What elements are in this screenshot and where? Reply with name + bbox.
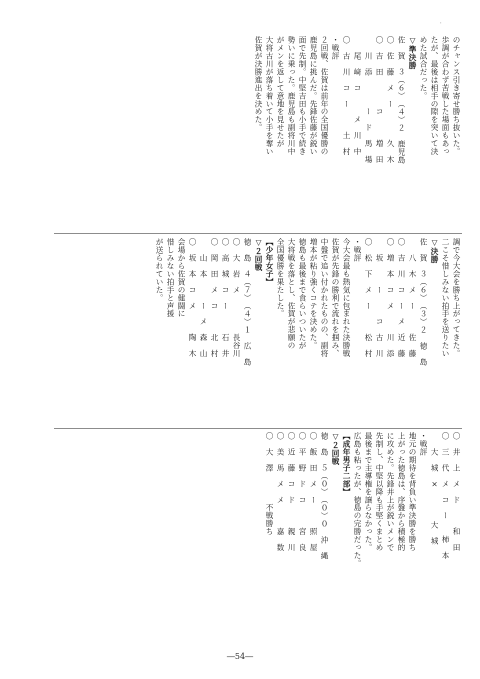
text-column: 佐賀が決勝進出を決めた。 [254, 36, 263, 132]
text-column: 〇 佐 藤 メ ー 久 木 [386, 36, 395, 164]
text-column: 〇 岡 田 メ コ 北 村 [210, 238, 219, 358]
text-column: 先制し、中堅以降も手堅くまとめ [375, 432, 384, 552]
text-column: 増本が粘り強くコテを決めた。 [309, 238, 318, 350]
text-column: 【成年男子二部】 [342, 432, 351, 496]
text-column: 〇 飯 田 メ ー 照 屋 [309, 432, 318, 552]
corner-mark: ˈ [440, 22, 442, 29]
text-column: ▽２回戦 [254, 238, 263, 272]
text-column: 〇 坂 本 コ メ 陶 木 [188, 238, 197, 358]
text-tier-bottom [54, 432, 462, 630]
text-column: 二こそ惜しみない拍手を送りたい [441, 238, 450, 358]
text-column: 会場から佐賀の健闘に [177, 238, 186, 318]
text-column: 【少年女子】 [265, 238, 274, 286]
text-column: 地元の期待を背負い準決勝を勝ち [408, 432, 417, 552]
text-column: 大将戦を落とし、佐賀が悲願の [287, 238, 296, 350]
text-tier-top [54, 36, 462, 234]
text-column: 面で先制。中堅吉田も小手で続き [298, 36, 307, 156]
text-column: 今大会最も熱気に包まれた決勝戦 [342, 238, 351, 358]
text-column: 佐賀が先鋒の勝利で流れを掴み、 [331, 238, 340, 358]
text-column: 〇 高 城 コ ー 石 井 [221, 238, 230, 358]
text-column: 川 添 ー ド 馬 場 [364, 36, 373, 164]
text-column: 山 本 ー メ 森 山 [199, 238, 208, 358]
text-column: 〇 吉 川 コ ー メ 近 藤 [397, 238, 406, 358]
text-column: 〇 松 下 メ ー 松 村 [364, 238, 373, 358]
text-column: のチャンス引き寄せ勝ち抜いた。 [452, 36, 461, 156]
text-column: 〇 大 澤 不戦勝ち [265, 432, 274, 536]
text-column: 〇 井 上 メ ド 和 田 [452, 432, 461, 552]
text-column: がメンを返して意地を見せたが [276, 36, 285, 148]
text-column: 徳 島 ５（０） （０）０ 沖 縄 [320, 432, 329, 560]
text-column: ▽決勝 [430, 238, 439, 264]
text-column: ・戦評 [419, 432, 428, 456]
page-number: ―54― [226, 652, 254, 661]
text-column: 徳島も最後まで食らいついたが [298, 238, 307, 350]
text-column: 中盤で追い付かれたものの、副将 [320, 238, 329, 358]
text-column: めた試合だった。 [419, 36, 428, 100]
text-column: 歩調が合わず苦戦した場面もあっ [441, 36, 450, 156]
text-column: ▽準決勝 [408, 36, 417, 70]
text-column: 〇 大 岩 メ 長谷川 [232, 238, 241, 358]
text-column: 惜しみない拍手と声援 [166, 238, 175, 318]
text-column: ▽２回戦 [331, 432, 340, 466]
text-column: 勢いに乗った。鹿児島も副将川中 [287, 36, 296, 156]
text-column: 最後まで主導権を譲らなかった。 [364, 432, 373, 552]
text-column: 尾 﨑 コ メ 川 中 [353, 36, 362, 156]
text-column: に攻めた。先鋒井上が鋭いメンで [386, 432, 395, 552]
tier-divider [54, 233, 462, 234]
tier-divider [54, 428, 462, 429]
text-column: 佐 賀 ３（６） （４）２ 鹿児島 [397, 36, 406, 164]
text-column: 大 城 × 大 城 [430, 432, 439, 545]
text-column: 大将古川が落ち着いて小手を奪い [265, 36, 274, 156]
text-column: 上がった徳島は、序盤から積極的 [397, 432, 406, 552]
text-column: 坂 ー コ 古 川 [375, 238, 384, 358]
text-column: 徳 島 ４（７） （４）１ 広 島 [243, 238, 252, 366]
text-column: 鹿児島に挑んだ。先鋒佐藤が鋭い [309, 36, 318, 156]
text-column: 〇 近 藤 コ ド 親 川 [287, 432, 296, 552]
text-column: ・戦評 [331, 36, 340, 60]
text-column: 調で今大会を勝ち上がってきた。 [452, 238, 461, 358]
text-column: 〇 増 本 コ メ 川 添 [386, 238, 395, 358]
text-column: 八 木 メ ー 佐 藤 [408, 238, 417, 358]
text-column: 広島も粘ったが、徳島の完勝だった。 [353, 432, 362, 568]
text-column: 〇 美 馬 メ メ 嘉 数 [276, 432, 285, 552]
text-column: 〇 古 川 コ ー 土 村 [342, 36, 351, 156]
text-column: 佐 賀 ３（６） （３）２ 徳 島 [419, 238, 428, 366]
text-column: 〇 平 野 ド コ 宮 良 [298, 432, 307, 552]
text-column: 〇 三 代 メ コ ー 柿 本 [441, 432, 450, 560]
text-tier-middle [54, 238, 462, 436]
text-column: 〇 吉 田 コ 増 田 [375, 36, 384, 164]
text-column: 全国優勝を果たした。 [276, 238, 285, 318]
text-column: ・戦評 [353, 238, 362, 262]
text-column: たが、最後は相手の隙を突いて決 [430, 36, 439, 156]
text-column: が送られていた。 [155, 238, 164, 302]
text-column: ２回戦、佐賀は前年の全国優勝の [320, 36, 329, 156]
